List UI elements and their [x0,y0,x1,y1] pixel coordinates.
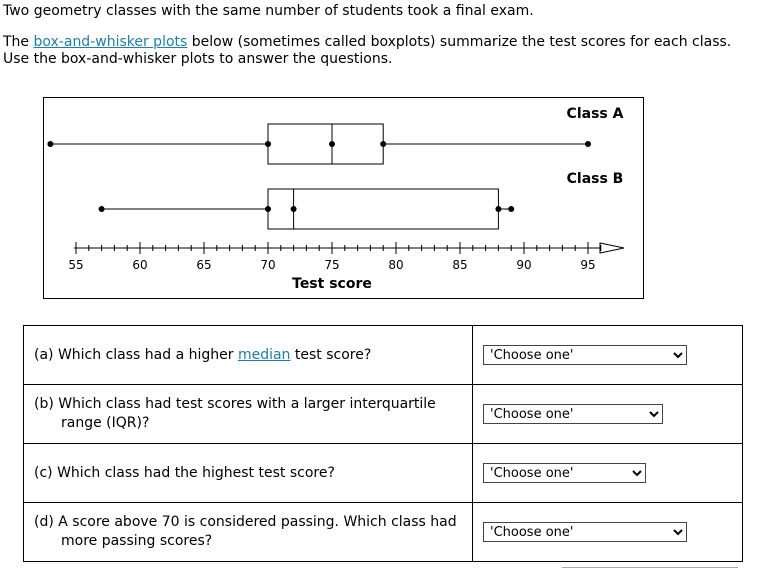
question-row-c [24,444,743,503]
question-row-a [24,326,743,385]
median-help-link[interactable]: median [237,346,291,363]
axis-tick-label: 55 [68,258,84,272]
iqr-box [268,124,383,164]
questions-table [23,325,743,562]
axis-arrow-icon [600,243,624,253]
question-cell [24,385,473,444]
min-point [47,141,53,147]
q1-point [265,141,271,147]
intro-text-pre: The [3,34,34,50]
question-text-c: (c) Which class had the highest test score? [34,464,335,481]
bottom-edge-line [562,567,738,571]
max-point [585,141,591,147]
answer-select-b[interactable] [483,404,663,424]
answer-cell [473,385,743,444]
axis-tick-label: 65 [196,258,212,272]
intro-text-post: below (sometimes called boxplots) summarize the test scores for each class. [187,34,732,50]
question-cell [24,444,473,503]
q3-point [380,141,386,147]
boxplot-help-link[interactable]: box-and-whisker plots [33,34,188,50]
axis-tick-label: 60 [132,258,148,272]
axis-tick-label: 95 [580,258,596,272]
axis-tick-label: 90 [516,258,532,272]
question-row-b [24,385,743,444]
q1-point [265,206,271,212]
answer-cell [473,444,743,503]
answer-select-a[interactable] [483,345,687,365]
series-label: Class A [566,106,624,122]
question-cell [24,326,473,385]
axis-tick-label: 85 [452,258,468,272]
question-a-pre: (a) Which class had a higher [34,346,238,363]
answer-select-d[interactable] [483,522,687,542]
answer-cell [473,503,743,562]
question-row-d [24,503,743,562]
min-point [99,206,105,212]
median-point [291,206,297,212]
median-point [329,141,335,147]
answer-select-c[interactable] [483,463,646,483]
intro-paragraph [3,34,753,68]
axis-tick-label: 80 [388,258,404,272]
max-point [508,206,514,212]
axis-title: Test score [292,276,372,292]
intro-line-3: Use the box-and-whisker plots to answer the questions. [3,51,393,67]
boxplot-svg [44,98,645,300]
question-cell [24,503,473,562]
iqr-box [268,189,498,229]
answer-cell [473,326,743,385]
question-text-d: (d) A score above 70 is considered passing. Which class had more passing scores? [34,514,457,549]
boxplot-chart [43,97,644,299]
q3-point [495,206,501,212]
axis-tick-label: 75 [324,258,340,272]
question-text-a [34,346,462,365]
series-label: Class B [566,171,624,187]
axis-tick-label: 70 [260,258,276,272]
intro-line-1: Two geometry classes with the same number of students took a final exam. [3,3,534,19]
question-a-post: test score? [290,346,372,363]
question-text-b: (b) Which class had test scores with a larger interquartile range (IQR)? [34,396,436,431]
